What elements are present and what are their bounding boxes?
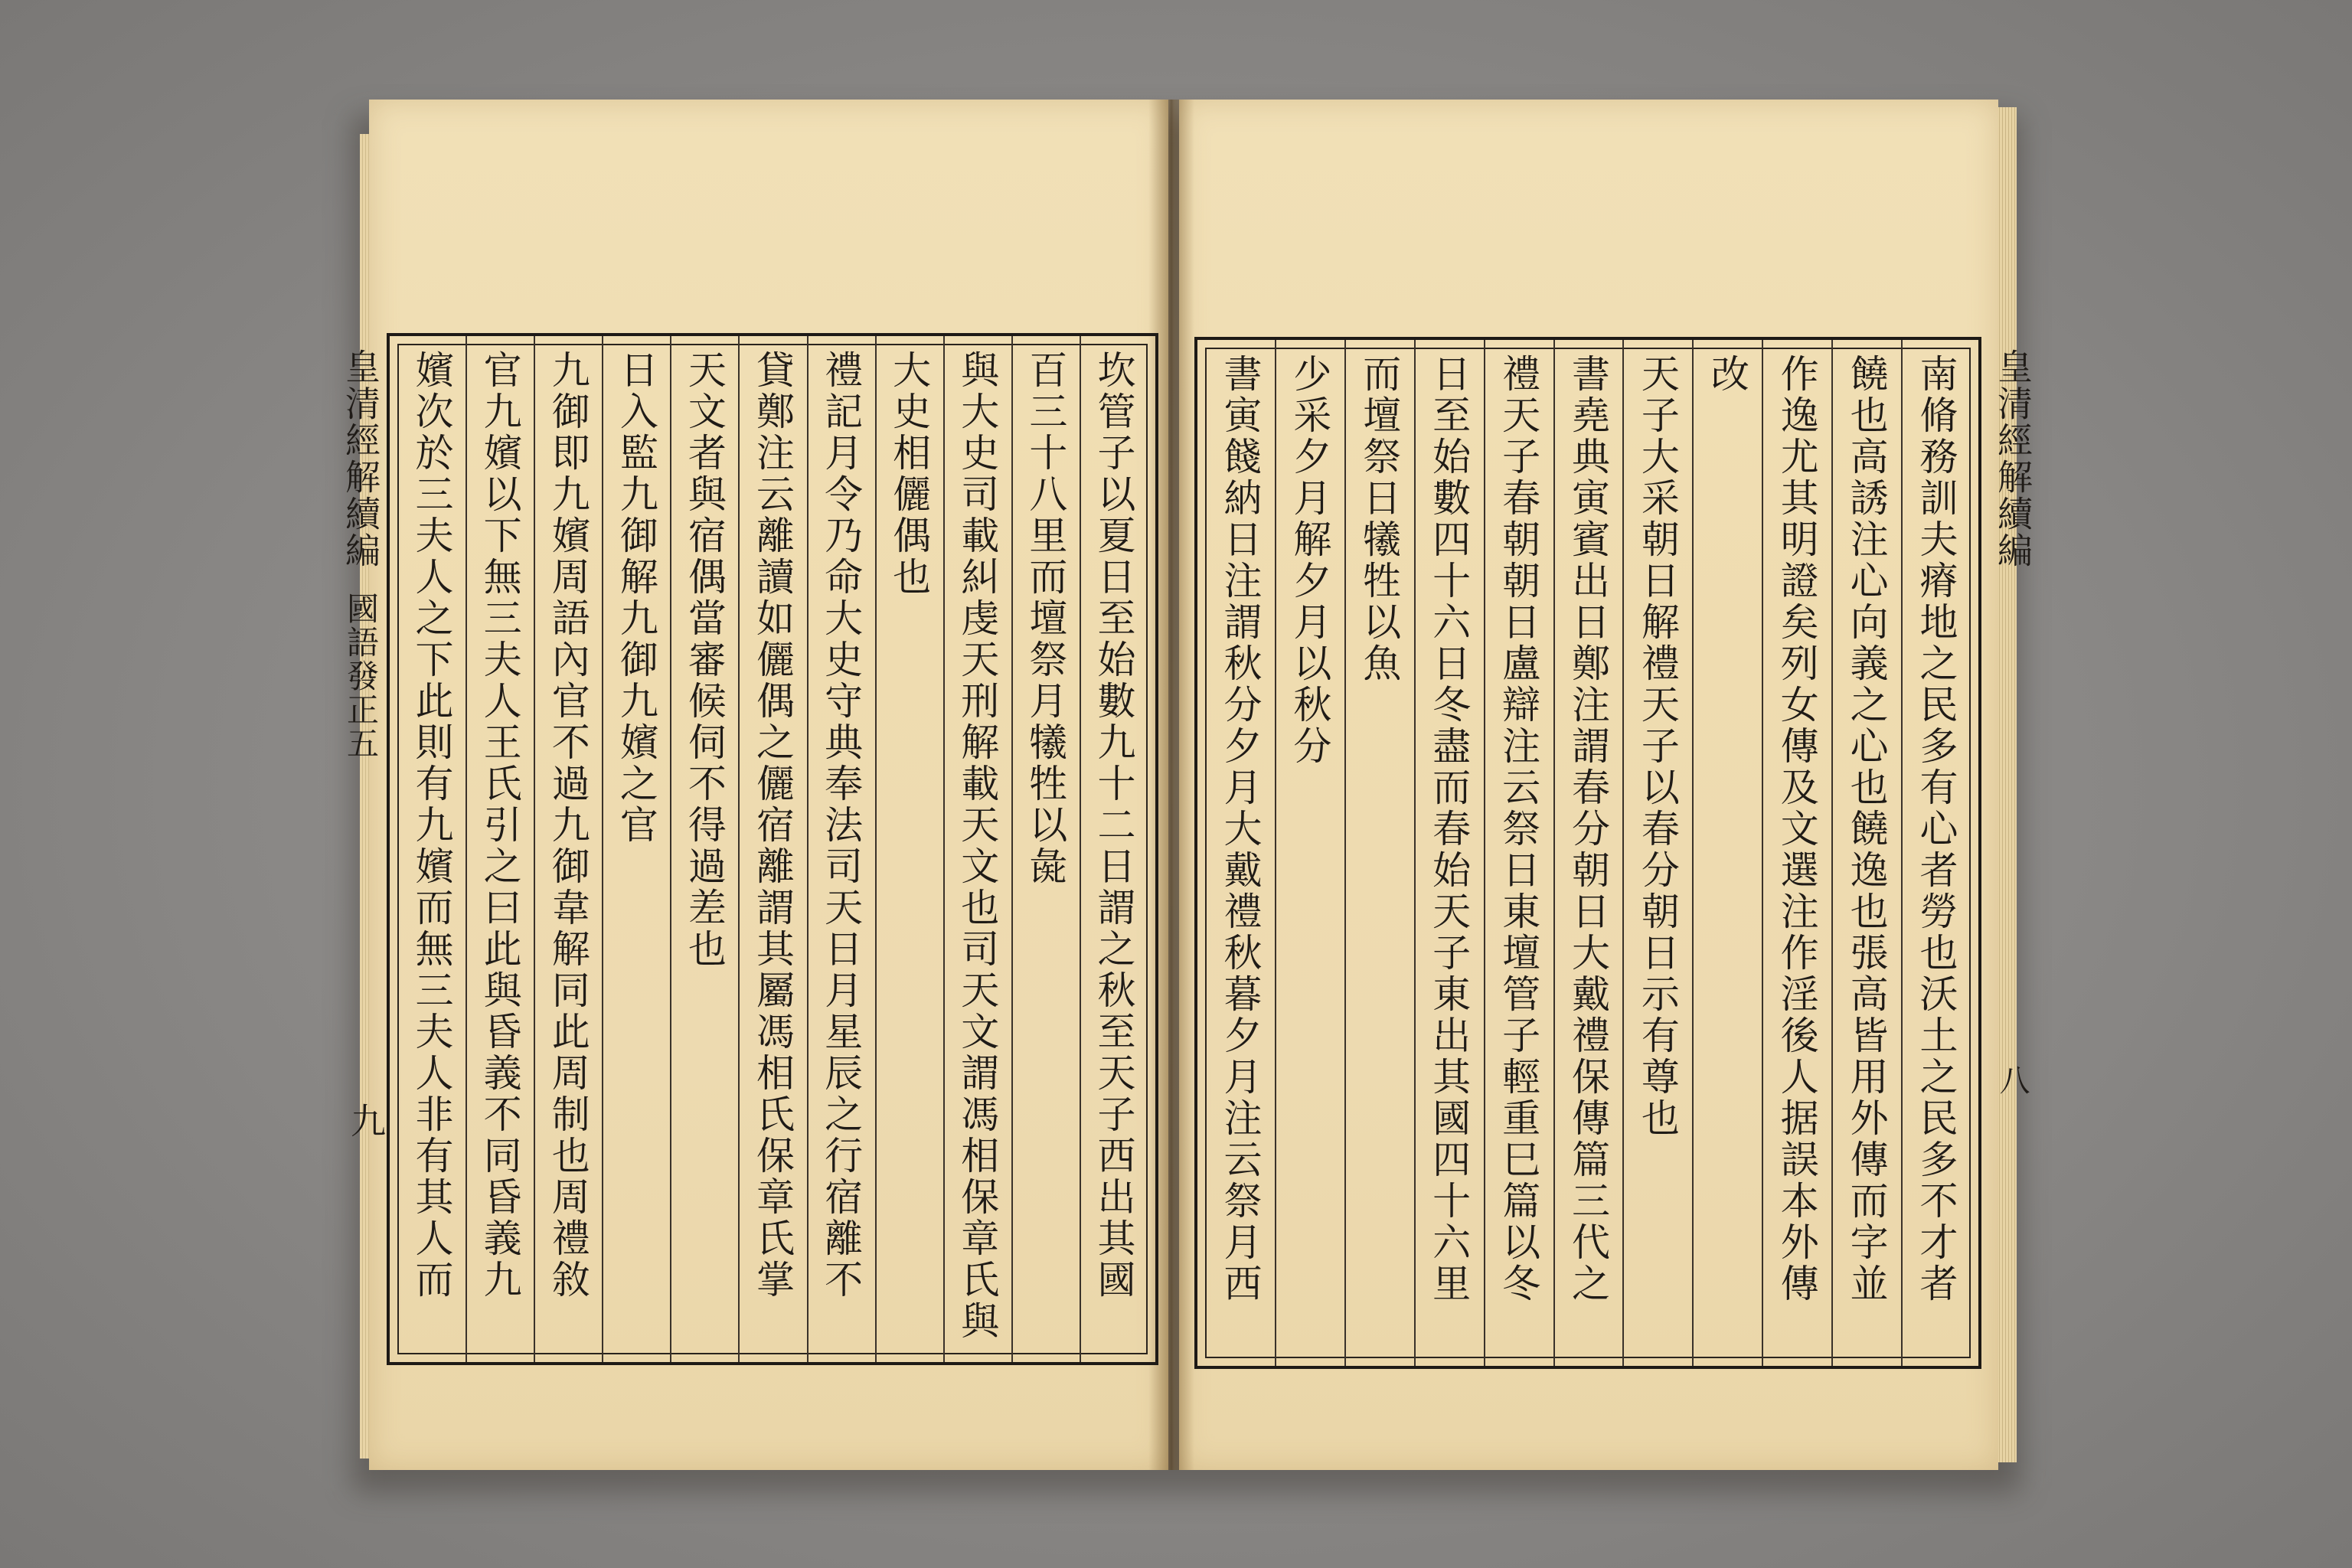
text-column: 少采夕月解夕月以秋分 (1287, 354, 1332, 767)
text-column: 九御即九嬪周語內官不過九御韋解同此周制也周禮敘 (545, 350, 590, 1301)
text-column: 天文者與宿偶當審候伺不得過差也 (681, 350, 727, 970)
column-rule (466, 336, 467, 1362)
column-rule (1831, 340, 1833, 1366)
text-column: 書寅餞納日注謂秋分夕月大戴禮秋暮夕月注云祭月西 (1217, 354, 1263, 1305)
column-rule (1080, 336, 1081, 1362)
text-column: 貸鄭注云離讀如儷偶之儷宿離謂其屬馮相氏保章氏掌 (750, 350, 795, 1301)
column-rule (1344, 340, 1346, 1366)
column-rule (1484, 340, 1485, 1366)
text-column: 禮天子春朝朝日盧辯注云祭日東壇管子輕重巳篇以冬 (1496, 354, 1541, 1305)
left-margin-title-text: 皇清經解續編 (340, 348, 381, 569)
column-rule (1553, 340, 1555, 1366)
text-column: 饒也高誘注心向義之心也饒逸也張高皆用外傳而字並 (1844, 354, 1889, 1305)
text-column: 大史相儷偶也 (887, 350, 932, 598)
column-rule (602, 336, 603, 1362)
column-rule (1011, 336, 1013, 1362)
left-margin-subtitle: 國語發正五 (342, 592, 380, 760)
text-column: 改 (1704, 354, 1749, 395)
right-margin-title: 皇清經解續編 (1992, 348, 2034, 569)
text-column: 禮記月令乃命大史守典奉法司天日月星辰之行宿離不 (818, 350, 864, 1301)
column-rule (875, 336, 877, 1362)
text-column: 日入監九御解九御九嬪之官 (613, 350, 658, 846)
right-folio-number: 八 (1994, 1064, 2030, 1095)
text-column: 書堯典寅賓出日鄭注謂春分朝日大戴禮保傳篇三代之 (1566, 354, 1610, 1305)
text-column: 官九嬪以下無三夫人王氏引之曰此與昏義不同昏義九 (477, 350, 522, 1301)
column-rule (1622, 340, 1624, 1366)
text-column: 南脩務訓夫瘠地之民多有心者勞也沃土之民多不才者 (1913, 354, 1958, 1305)
text-column: 作逸尤其明證矣列女傳及文選注作淫後人据誤本外傳 (1774, 354, 1819, 1305)
right-text-frame (1194, 337, 1981, 1369)
text-column: 百三十八里而壇祭月犧牲以彘 (1023, 350, 1068, 887)
text-column: 而壇祭日犧牲以魚 (1357, 354, 1402, 684)
left-margin-title (335, 348, 386, 760)
column-rule (1275, 340, 1276, 1366)
column-rule (670, 336, 671, 1362)
column-rule (1692, 340, 1694, 1366)
text-column: 坎管子以夏日至始數九十二日謂之秋至天子西出其國 (1091, 350, 1136, 1301)
column-rule (738, 336, 740, 1362)
text-column: 日至始數四十六日冬盡而春始天子東出其國四十六里 (1426, 354, 1472, 1305)
column-rule (807, 336, 808, 1362)
column-rule (943, 336, 945, 1362)
column-rule (1901, 340, 1903, 1366)
column-rule (1414, 340, 1416, 1366)
column-rule (1762, 340, 1763, 1366)
text-column: 嬪次於三夫人之下此則有九嬪而無三夫人非有其人而 (409, 350, 454, 1301)
text-column: 天子大采朝日解禮天子以春分朝日示有尊也 (1635, 354, 1680, 1139)
text-column: 與大史司載糾虔天刑解載天文也司天文謂馮相保章氏與 (955, 350, 1000, 1342)
left-text-frame (387, 333, 1158, 1365)
left-folio-number: 九 (345, 1102, 387, 1138)
column-rule (534, 336, 535, 1362)
